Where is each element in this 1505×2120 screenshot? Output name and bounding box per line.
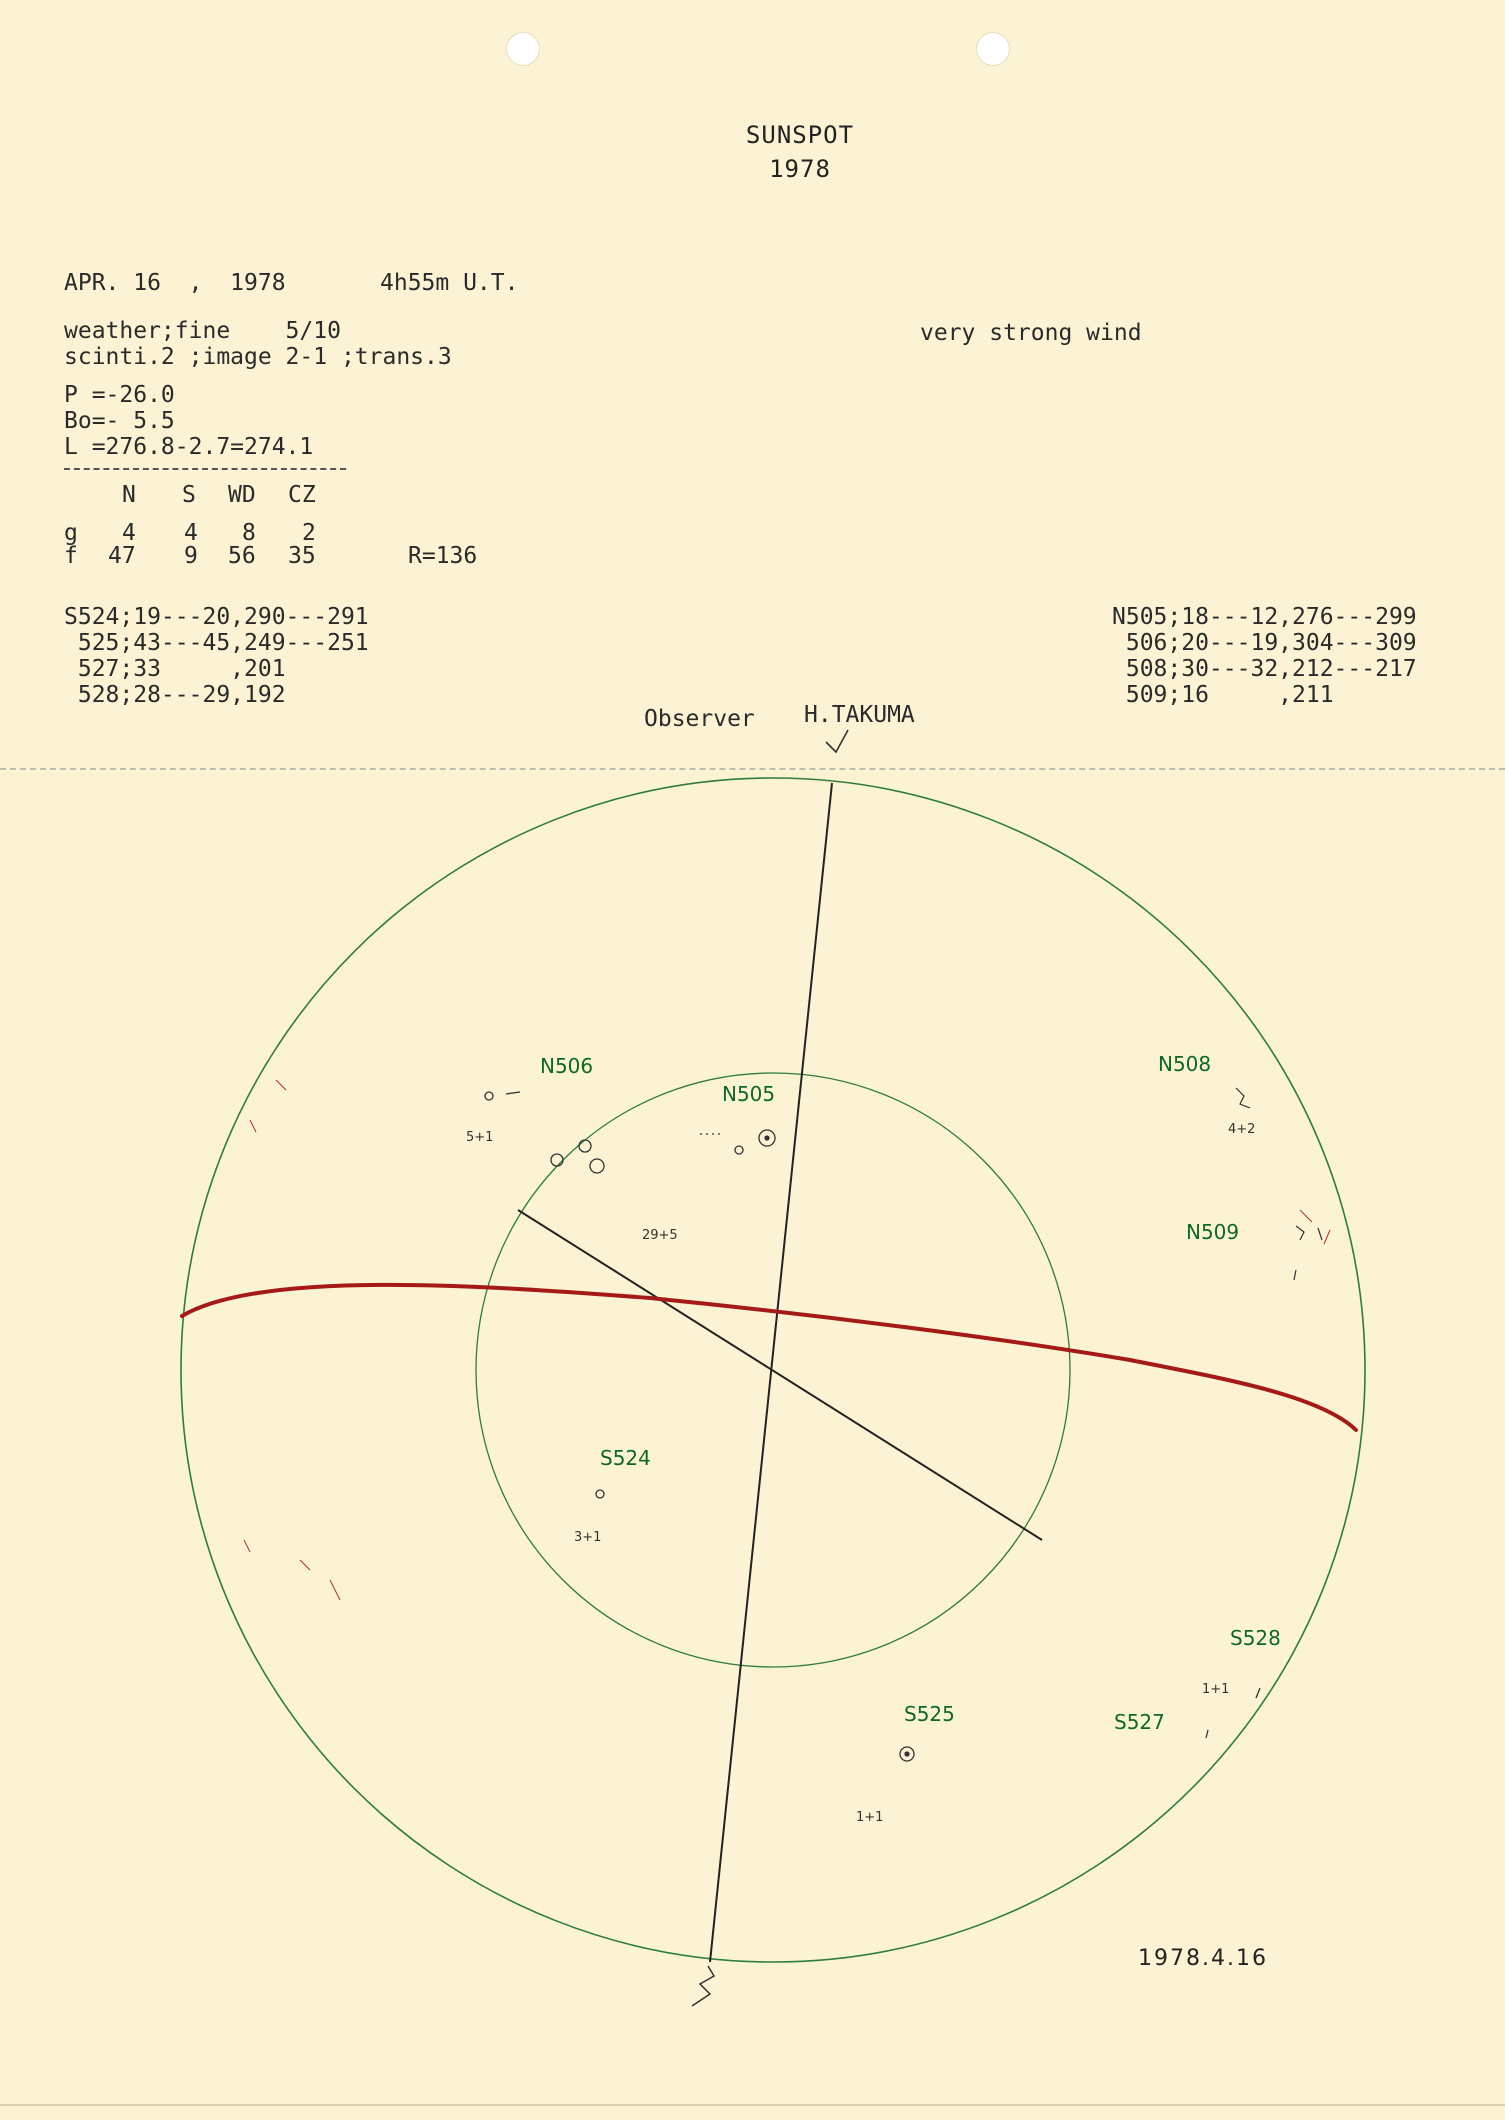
conditions-line: scinti.2 ;image 2-1 ;trans.3 [64, 344, 452, 370]
f-s: 9 [184, 543, 198, 569]
check-mark [826, 730, 848, 752]
row-label-g: g [64, 520, 78, 546]
p-angle: P =-26.0 [64, 382, 175, 408]
bisector-line [518, 1210, 1042, 1540]
label-n508: N508 [1158, 1052, 1212, 1076]
title-text: SUNSPOT [745, 121, 855, 149]
group-entry: 506;20---19,304---309 [1112, 630, 1417, 656]
date-stamp: 1978.4.16 [1138, 1946, 1268, 1971]
f-n: 47 [108, 543, 136, 569]
observation-time: 4h55m U.T. [380, 270, 519, 296]
sunspot-group-n509 [1294, 1226, 1322, 1280]
col-header-wd: WD [228, 482, 256, 508]
label-s524: S524 [600, 1446, 651, 1470]
weather-line: weather;fine 5/10 [64, 318, 341, 344]
count-s525: 1+1 [856, 1810, 884, 1825]
label-n505: N505 [722, 1082, 776, 1106]
l0-value: L =276.8-2.7=274.1 [64, 434, 314, 460]
col-header-n: N [122, 482, 136, 508]
g-wd: 8 [242, 520, 256, 546]
group-entry: N505;18---12,276---299 [1112, 604, 1417, 630]
b0-value: Bo=- 5.5 [64, 408, 175, 434]
observer-label: Observer [644, 706, 755, 732]
sunspot-group-n505 [700, 1130, 775, 1154]
sunspot-group-n508 [1236, 1088, 1250, 1108]
col-header-s: S [182, 482, 196, 508]
sunspot-group-s525 [900, 1747, 914, 1761]
label-n509: N509 [1186, 1220, 1240, 1244]
count-n506: 5+1 [466, 1130, 494, 1145]
count-n508: 4+2 [1228, 1122, 1256, 1137]
f-cz: 35 [288, 543, 316, 569]
observer-name: H.TAKUMA [804, 702, 915, 728]
group-entry: 527;33 ,201 [64, 656, 286, 682]
group-entry: 528;28---29,192 [64, 682, 286, 708]
rotation-axis-line [710, 783, 832, 1962]
observation-date: APR. 16 , 1978 [64, 270, 286, 296]
group-entry: 525;43---45,249---251 [64, 630, 369, 656]
sunspot-group-n506 [485, 1092, 604, 1173]
group-entry: S524;19---20,290---291 [64, 604, 369, 630]
remark-text: very strong wind [920, 320, 1142, 346]
group-entry: 509;16 ,211 [1112, 682, 1334, 708]
sheet-bottom-edge [0, 2104, 1505, 2106]
count-n505: 29+5 [642, 1228, 678, 1243]
solar-equator-line [182, 1285, 1356, 1430]
col-header-cz: CZ [288, 482, 316, 508]
row-label-f: f [64, 543, 78, 569]
r-value: R=136 [408, 543, 478, 569]
g-s: 4 [184, 520, 198, 546]
label-s525: S525 [904, 1702, 955, 1726]
group-entry: 508;30---32,212---217 [1112, 656, 1417, 682]
faculae-marks [244, 1080, 1330, 1600]
g-cz: 2 [302, 520, 316, 546]
label-n506: N506 [540, 1054, 594, 1078]
label-s528: S528 [1230, 1626, 1281, 1650]
label-s527: S527 [1114, 1710, 1165, 1734]
sunspot-group-s524 [596, 1490, 604, 1498]
g-n: 4 [122, 520, 136, 546]
title-year: 1978 [769, 155, 831, 183]
count-s527-s528: 1+1 [1202, 1682, 1230, 1697]
south-marker [692, 1966, 714, 2006]
f-wd: 56 [228, 543, 256, 569]
count-s524: 3+1 [574, 1530, 602, 1545]
